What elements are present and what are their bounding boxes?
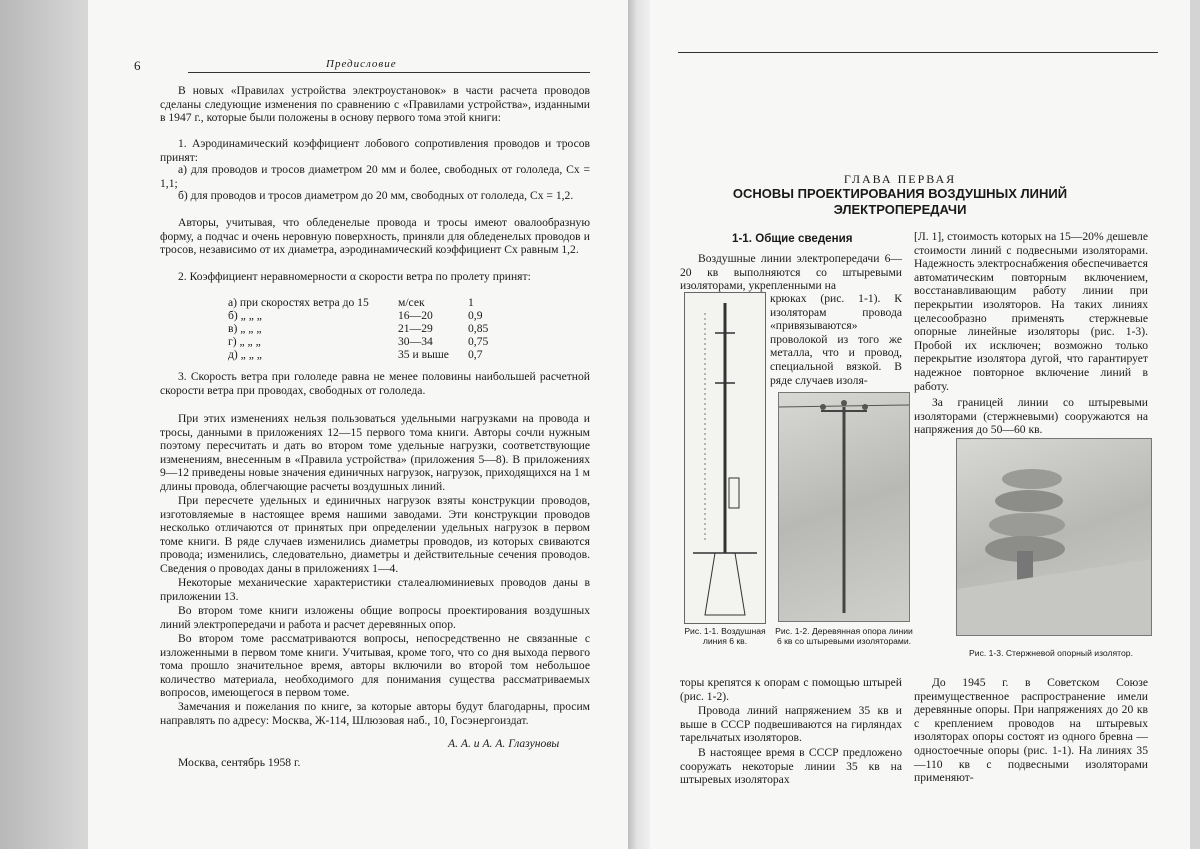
table-cell-range: 35 и выше xyxy=(398,348,449,361)
paragraph: При пересчете удельных и единичных нагрузок взяты конструкции проводов, изготовляемые в настоящее время нашими заводами. Эти конструкции проводов несколько отличаются от принятых при определении удельных нагрузок в первом томе книги. В ряде случаев изменились диаметры проводов, из которых свиваются провода; изменились, следовательно, диаметры и действительные сечения проводов. Сведения о проводах даны в приложениях 1—4. xyxy=(160,494,590,575)
paragraph: Во втором томе книги изложены общие вопросы проектирования воздушных линий электропередачи и работа и расчет деревянных опор. xyxy=(160,604,590,631)
chapter-title: ОСНОВЫ ПРОЕКТИРОВАНИЯ ВОЗДУШНЫХ ЛИНИЙ ЭЛЕКТРОПЕРЕДАЧИ xyxy=(732,186,1068,217)
paragraph: Авторы, учитывая, что обледенелые провода и тросы имеют овалообразную форму, а подчас и очень неровную поверхность, приняли для обледенелых проводов и тросов, независимо от их диаметра, аэродинамический коэффициент Cx равным 1,2. xyxy=(160,216,590,257)
scan-edge-right xyxy=(1190,0,1200,849)
paragraph: Замечания и пожелания по книге, за которые авторы будут благодарны, просим направлять по адресу: Москва, Ж-114, Шлюзовая наб., 10, Госэнергоиздат. xyxy=(160,700,590,727)
paragraph: 3. Скорость ветра при гололеде равна не менее половины наибольшей расчетной скорости ветра при проводах, свободных от гололеда. xyxy=(160,370,590,397)
table-row xyxy=(228,348,518,361)
pole-icon xyxy=(779,393,909,621)
table-cell-label: а) при скоростях ветра до 15 xyxy=(228,296,369,309)
paragraph: При этих изменениях нельзя пользоваться удельными нагрузками на провода и тросы, данными в приложениях 12—15 первого тома книги. Авторы сочли нужным поэтому пересчитать и дать во втором томе удельные нагрузки, соответствующие изменениям, внесенным в «Правила устройства» (приложения 5—8). В приложениях 9—12 приведены новые значения единичных нагрузок, нагрузок, приходящихся на 1 м длины провода, облегчающие расчеты воздушных линий. xyxy=(160,412,590,493)
header-rule xyxy=(188,72,590,73)
table-cell-value: 0,85 xyxy=(468,322,489,335)
table-cell-value: 0,7 xyxy=(468,348,483,361)
figure-caption: Рис. 1-2. Деревянная опора линии 6 кв со штыревыми изоляторами. xyxy=(775,626,913,646)
wind-coefficient-table xyxy=(228,296,518,361)
paragraph: а) для проводов и тросов диаметром 20 мм и более, свободных от гололеда, Cx = 1,1; xyxy=(160,163,590,190)
table-row xyxy=(228,296,518,309)
author-signature: А. А. и А. А. Глазуновы xyxy=(448,737,560,750)
chapter-label: ГЛАВА ПЕРВАЯ xyxy=(843,172,957,186)
right-page xyxy=(650,0,1190,849)
paragraph: [Л. 1], стоимость которых на 15—20% дешевле стоимости линий с подвесными изоляторами. Надежность электроснабжения обеспечивается автоматическим повторным включением, восстанавливающим работу линии при перекрытии изоляторов. На таких линиях целесообразно применять стержневые опорные линейные изоляторы (рис. 1-3). Пробой их исключен; возможно только перекрытие изолятора дугой, что гарантирует надежное повторное включение линий в работу. xyxy=(914,230,1148,393)
figure-pole-drawing xyxy=(684,292,766,624)
table-cell-label: в) „ „ „ xyxy=(228,322,262,335)
paragraph: крюках (рис. 1-1). К изоляторам провода «привязываются» проволокой из того же металла, что и провод, специальной вязкой. В ряде случаев изоля- xyxy=(770,292,902,387)
paragraph: Провода линий напряжением 35 кв и выше в СССР подвешиваются на гирляндах тарельчатых изоляторов. xyxy=(680,704,902,745)
table-cell-range: 16—20 xyxy=(398,309,433,322)
paragraph: В настоящее время в СССР предложено сооружать некоторые линии 35 кв на штыревых изоляторах xyxy=(680,746,902,787)
page-number: 6 xyxy=(134,58,141,73)
paragraph: Воздушные линии электропередачи 6—20 кв выполняются со штыревыми изоляторами, укрепленными на xyxy=(680,252,902,293)
paragraph: торы крепятся к опорам с помощью штырей (рис. 1-2). xyxy=(680,676,902,703)
top-rule xyxy=(678,52,1158,53)
paragraph: 2. Коэффициент неравномерности α скорости ветра по пролету принят: xyxy=(178,270,531,283)
running-head: Предисловие xyxy=(326,58,397,70)
paragraph: Во втором томе рассматриваются вопросы, непосредственно не связанные с изложенными в первом томе книги. Учитывая, кроме того, что со дня выхода первого тома прошло значительное время, авторы включили во второй том небольшое количество материала, необходимого для понимания существа рассматриваемых вопросов, имеющегося в первом томе. xyxy=(160,632,590,700)
scan-edge-left xyxy=(0,0,88,849)
table-cell-value: 1 xyxy=(468,296,474,309)
book-gutter xyxy=(628,0,650,849)
figure-wooden-pole-photo xyxy=(778,392,910,622)
table-cell-label: д) „ „ „ xyxy=(228,348,262,361)
table-cell-range: 21—29 xyxy=(398,322,433,335)
paragraph: До 1945 г. в Советском Союзе преимущественное распространение имели деревянные опоры. При напряжениях до 20 кв с креплением проводов на штыревых изоляторах опоры состоят из одного бревна — одностоечные опоры (рис. 1-1). На линиях 35—110 кв с подвесными изоляторами применяют- xyxy=(914,676,1148,785)
insulator-icon xyxy=(957,439,1151,635)
place-date: Москва, сентябрь 1958 г. xyxy=(178,756,301,769)
paragraph: Некоторые механические характеристики сталеалюминиевых проводов даны в приложении 13. xyxy=(160,576,590,603)
table-row xyxy=(228,309,518,322)
table-row xyxy=(228,322,518,335)
section-title: 1-1. Общие сведения xyxy=(732,232,853,245)
figure-caption: Рис. 1-1. Воздушная линия 6 кв. xyxy=(684,626,766,646)
figure-insulator-photo xyxy=(956,438,1152,636)
table-row xyxy=(228,335,518,348)
paragraph: б) для проводов и тросов диаметром до 20 мм, свободных от гололеда, Cx = 1,2. xyxy=(178,189,574,202)
table-cell-range: 30—34 xyxy=(398,335,433,348)
left-page xyxy=(88,0,628,849)
figure-caption: Рис. 1-3. Стержневой опорный изолятор. xyxy=(969,648,1133,658)
table-cell-value: 0,9 xyxy=(468,309,483,322)
paragraph: 1. Аэродинамический коэффициент лобового сопротивления проводов и тросов принят: xyxy=(160,137,590,164)
table-cell-range: м/сек xyxy=(398,296,425,309)
paragraph: В новых «Правилах устройства электроустановок» в части расчета проводов сделаны следующие изменения по сравнению с «Правилами устройства», изданными в 1947 г., которые были положены в основу первого тома этой книги: xyxy=(160,84,590,125)
paragraph: За границей линии со штыревыми изоляторами (стержневыми) сооружаются на напряжения до 50—60 кв. xyxy=(914,396,1148,437)
table-cell-label: г) „ „ „ xyxy=(228,335,261,348)
table-cell-value: 0,75 xyxy=(468,335,489,348)
table-cell-label: б) „ „ „ xyxy=(228,309,262,322)
